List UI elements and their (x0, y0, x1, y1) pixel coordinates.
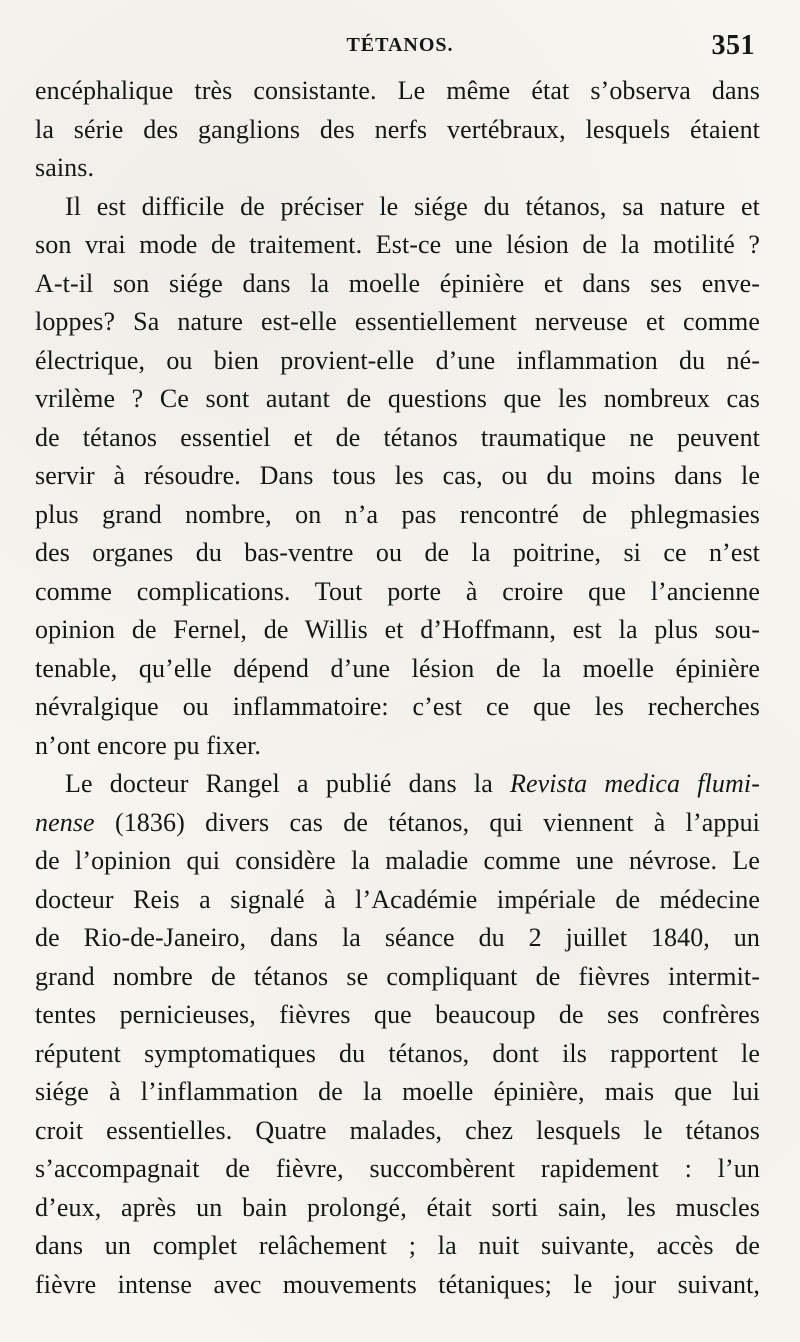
text-line: grand nombre de tétanos se compliquant de fièvres intermit- (35, 961, 760, 991)
paragraph-1 (35, 72, 760, 188)
text-line: servir à résoudre. Dans tous les cas, ou du moins dans le (35, 461, 760, 490)
text-line-with-italic-title (35, 765, 760, 804)
text-line: électrique, ou bien provient-elle d’une inflammation du né- (35, 345, 760, 375)
text-line: réputent symptomatiques du tétanos, dont ils rapportent le (35, 1038, 760, 1068)
text-line: Il est difficile de préciser le siége du tétanos, sa nature et (65, 191, 760, 221)
text-line: d’eux, après un bain prolongé, était sorti sain, les muscles (35, 1192, 760, 1222)
journal-title-italic: nense (35, 807, 95, 837)
text-line: sains. (35, 153, 95, 182)
text-line-with-italic-title (35, 804, 760, 843)
text-line: croit essentielles. Quatre malades, chez lesquels le tétanos (35, 1115, 760, 1145)
text-line: docteur Reis a signalé à l’Académie impériale de médecine (35, 884, 760, 914)
text-line: siége à l’inflammation de la moelle épinière, mais que lui (35, 1077, 760, 1106)
text-line: de Rio-de-Janeiro, dans la séance du 2 juillet 1840, un (35, 923, 760, 952)
page-number: 351 (711, 30, 755, 61)
text-line: opinion de Fernel, de Willis et d’Hoffmann, est la plus sou- (35, 615, 760, 644)
text-line: vrilème ? Ce sont autant de questions que les nombreux cas (35, 384, 760, 413)
page-header (0, 30, 800, 66)
line-text-before: Le docteur Rangel a publié dans la (65, 769, 511, 798)
text-line: tenable, qu’elle dépend d’une lésion de la moelle épinière (35, 653, 760, 683)
text-line: tentes pernicieuses, fièvres que beaucoup de ses confrères (35, 1000, 760, 1029)
journal-title-italic: Revista medica flumi- (510, 769, 760, 798)
text-line: la série des ganglions des nerfs vertébraux, lesquels étaient (35, 114, 760, 144)
text-line: encéphalique très consistante. Le même état s’observa dans (35, 76, 760, 105)
text-line: comme complications. Tout porte à croire que l’ancienne (35, 576, 760, 606)
paragraph-2 (35, 188, 760, 766)
running-title: TÉTANOS. (346, 34, 454, 56)
paragraph-3 (35, 765, 760, 1304)
text-line: loppes? Sa nature est-elle essentiellement nerveuse et comme (35, 307, 760, 336)
line-text-after: (1836) divers cas de tétanos, qui viennent à l’appui (94, 807, 760, 837)
text-line: plus grand nombre, on n’a pas rencontré de phlegmasies (35, 499, 760, 529)
text-line: n’ont encore pu fixer. (35, 730, 262, 760)
text-line: névralgique ou inflammatoire: c’est ce que les recherches (35, 692, 760, 721)
text-line: des organes du bas-ventre ou de la poitrine, si ce n’est (35, 538, 760, 567)
text-line: dans un complet relâchement ; la nuit suivante, accès de (35, 1231, 760, 1260)
text-line: de tétanos essentiel et de tétanos traumatique ne peuvent (35, 422, 760, 452)
text-line: de l’opinion qui considère la maladie comme une névrose. Le (35, 846, 760, 875)
main-text (35, 72, 760, 1304)
text-line: A-t-il son siége dans la moelle épinière et dans ses enve- (35, 268, 760, 298)
text-line: son vrai mode de traitement. Est-ce une lésion de la motilité ? (35, 230, 760, 259)
text-line: s’accompagnait de fièvre, succombèrent rapidement : l’un (35, 1154, 760, 1183)
text-line: fièvre intense avec mouvements tétaniques; le jour suivant, (35, 1269, 760, 1299)
